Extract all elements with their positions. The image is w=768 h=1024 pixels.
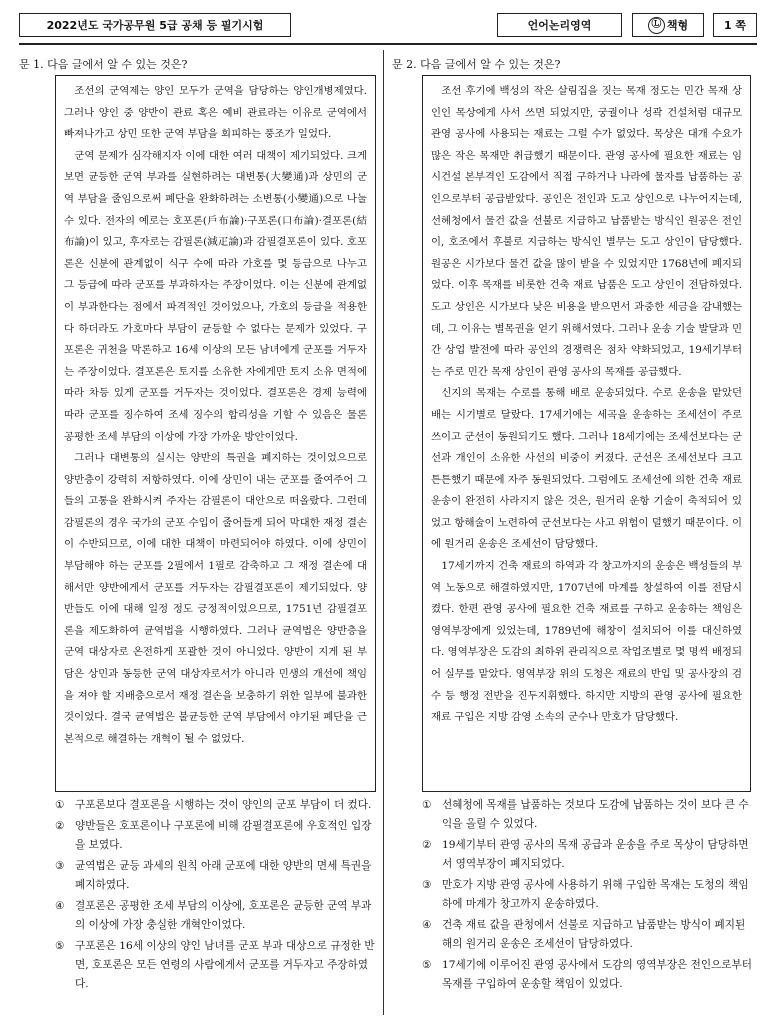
choice-4[interactable] [55,897,378,935]
choice-text: 균역법은 균등 과세의 원칙 아래 군포에 대한 양반의 면세 특권을 폐지하였다. [75,860,372,891]
choice-number: ① [55,799,65,811]
question-1-choices [55,796,378,996]
choice-number: ③ [422,879,432,891]
choice-text: 구포론보다 결포론을 시행하는 것이 양인의 군포 부담이 더 컸다. [75,799,372,811]
passage-paragraph: 조선 후기에 백성의 작은 살림집을 짓는 목재 정도는 민간 목재 상인인 목상에게 사서 쓰면 되었지만, 궁궐이나 성곽 건설처럼 대규모 관영 공사에 사용되는 재료는 그럴 수가 없었다. 목상은 대개 수요가 많은 작은 목재만 취급했기 때문이다. 관영 공사에 필요한 재료는 임시건설 본부격인 도감에서 직접 구하거나 나라에 물자를 납품하는 공인으로부터 공급받았다. 공인은 전인과 도고 상인으로 나누어지는데, 선혜청에서 물건 값을 선불로 지급하고 납품받는 방식인 원공은 전인이, 호조에서 후불로 지급하는 방식인 별무는 도고 상인이 담당했다. 원공은 시가보다 물건 값을 많이 받을 수 있었지만 1768년에 폐지되었다. 이후 목재를 비롯한 건축 재료 납품은 도고 상인이 전담하였다. 도고 상인은 시가보다 낮은 비용을 받으면서 과중한 세금을 감내했는데, 그 이유는 별목권을 얻기 위해서였다. 그러나 운송 기술 발달과 민간 상업 발전에 따라 공인의 경쟁력은 점차 약화되었고, 19세기부터는 주로 민간 목재 상인이 관영 공사의 목재를 공급했다. [431,85,742,378]
choice-number: ③ [55,860,65,872]
question-2-prompt: 문 2. 다음 글에서 알 수 있는 것은? [392,58,561,71]
passage-paragraph: 그러나 대변통의 실시는 양반의 특권을 폐지하는 것이었으므로 양반층이 강력히 저항하였다. 이에 상민이 내는 군포를 줄여주어 그들의 고통을 완화시켜 주자는 감필론이 대안으로 떠올랐다. 그런데 감필론의 경우 국가의 군포 수입이 줄어들게 되어 막대한 재정 결손이 수반되므로, 이에 대한 대책이 마련되어야 하였다. 이에 상민이 부담해야 하는 군포를 2필에서 1필로 감축하고 그 재정 결손에 대해서만 양반에게서 군포를 거두자는 감필결포론이 제기되었다. 양반들도 이에 대해 일정 정도 긍정적이었으므로, 1751년 감필결포론을 제도화하여 균역법을 시행하였다. 그러나 균역법은 양반층을 군역 대상자로 온전하게 포괄한 것이 아니었다. 양반이 지게 된 부담은 상민과 동등한 군역 대상자로서가 아니라 민생의 개선에 책임을 져야 할 지배층으로서 재정 결손을 보충하기 위한 일부에 불과한 것이었다. 결국 균역법은 불균등한 군역 부담에서 야기된 폐단을 근본적으로 해결하는 개혁이 될 수 없었다. [64,452,367,745]
choice-text: 결포론은 공평한 조세 부담의 이상에, 호포론은 균등한 군역 부과의 이상에 가장 충실한 개혁안이었다. [75,900,372,931]
page-number: 1 쪽 [713,13,757,37]
choice-1[interactable] [422,796,756,834]
choice-number: ⑤ [55,940,65,952]
choice-text: 건축 재료 값을 관청에서 선불로 지급하고 납품받는 방식이 폐지된 해의 원거리 운송은 조세선이 담당하였다. [442,919,746,950]
choice-5[interactable] [422,956,756,994]
type-mark: Ⓛ [648,17,665,34]
passage-paragraph: 신지의 목재는 수로를 통해 배로 운송되었다. 수로 운송을 맡았던 배는 시기별로 달랐다. 17세기에는 세곡을 운송하는 조세선이 주로 쓰이고 군선이 동원되기도 했다. 그러나 18세기에는 조세선보다는 군선과 개인이 소유한 사선의 비중이 커졌다. 군선은 조세선보다 크고 튼튼했기 때문에 자주 동원되었다. 그럼에도 조세선에 의한 건축 재료 운송이 완전히 사라지지 않은 것은, 원거리 운항 기술이 축적되어 있었고 항해술이 노련하여 군선보다는 사고 위험이 덜했기 때문이다. 이에 원거리 운송은 조세선이 담당했다. [431,387,742,551]
choice-text: 양반들은 호포론이나 구포론에 비해 감필결포론에 우호적인 입장을 보였다. [75,820,372,851]
choice-5[interactable] [55,937,378,994]
choice-number: ⑤ [422,959,432,971]
question-1-passage [55,75,376,792]
choice-1[interactable] [55,796,378,815]
section-name: 언어논리영역 [497,13,622,37]
choice-number: ① [422,799,432,811]
choice-number: ④ [55,900,65,912]
question-2-passage [422,75,751,792]
choice-number: ② [422,839,432,851]
choice-text: 만호가 지방 관영 공사에 사용하기 위해 구입한 목재는 도청의 책임하에 마계가 창고까지 운송하였다. [442,879,749,910]
booklet-type-label: 책형 [666,19,689,32]
question-1-prompt: 문 1. 다음 글에서 알 수 있는 것은? [19,58,188,71]
choice-text: 17세기에 이루어진 관영 공사에서 도감의 영역부장은 전인으로부터 목재를 구입하여 운송할 책임이 있었다. [442,959,752,990]
choice-4[interactable] [422,916,756,954]
passage-paragraph: 17세기까지 건축 재료의 하역과 각 창고까지의 운송은 백성들의 부역 노동으로 해결하였지만, 1707년에 마계를 창설하여 이를 전담시켰다. 한편 관영 공사에 필요한 건축 재료를 구하고 운송하는 책임은 영역부장에게 있었는데, 1789년에 해창이 설치되어 이를 대신하였다. 영역부장은 도감의 최하위 관리직으로 작업조별로 몇 명씩 배정되어 실무를 맡았다. 영역부장 위의 도청은 재료의 반입 및 공사장의 검수 등 행정 전반을 진두지휘했다. 하지만 지방의 관영 공사에 필요한 재료 구입은 지방 감영 소속의 군수나 만호가 담당했다. [431,560,743,724]
choice-number: ④ [422,919,432,931]
exam-title: 2022년도 국가공무원 5급 공채 등 필기시험 [19,13,291,37]
header-rule [19,43,757,45]
choice-2[interactable] [55,817,378,855]
choice-2[interactable] [422,836,756,874]
passage-paragraph: 군역 문제가 심각해지자 이에 대한 여러 대책이 제기되었다. 크게 보면 균등한 군역 부과를 실현하려는 대변통(大變通)과 상민의 군역 부담을 줄임으로써 폐단을 완화하려는 소변통(小變通)으로 나눌 수 있다. 전자의 예로는 호포론(戶布論)·구포론(口布論)·결포론(結布論)이 있고, 후자로는 감필론(減疋論)과 감필결포론이 있다. 호포론은 신분에 관계없이 식구 수에 따라 가호를 몇 등급으로 나누고 그 등급에 따라 군포를 부과하자는 주장이었다. 이는 신분에 관계없이 부과한다는 점에서 파격적인 것이었으나, 가호의 등급을 적용한다 하더라도 가호마다 부담이 균등할 수 없다는 문제가 있었다. 구포론은 귀천을 막론하고 16세 이상의 모든 남녀에게 군포를 거두자는 주장이었다. 결포론은 토지를 소유한 자에게만 토지 소유 면적에 따라 차등 있게 군포를 거두자는 것이었다. 결포론은 경제 능력에 따라 군포를 징수하여 조세 징수의 합리성을 기할 수 있음은 물론 공평한 조세 부담의 이상에 가장 가까운 방안이었다. [64,149,367,443]
question-2-choices [422,796,756,996]
column-divider [383,50,384,1015]
choice-text: 19세기부터 관영 공사의 목재 공급과 운송을 주로 목상이 담당하면서 영역부장이 폐지되었다. [442,839,749,870]
choice-number: ② [55,820,65,832]
passage-paragraph: 조선의 군역제는 양인 모두가 군역을 담당하는 양인개병제였다. 그러나 양인 중 양반이 관료 혹은 예비 관료라는 이유로 군역에서 빠져나가고 상민 또한 군역 부담을 회피하는 풍조가 일었다. [64,85,367,141]
booklet-type [632,13,704,37]
choice-text: 선혜청에 목재를 납품하는 것보다 도감에 납품하는 것이 보다 큰 수익을 올릴 수 있었다. [442,799,749,830]
choice-text: 구포론은 16세 이상의 양인 남녀를 군포 부과 대상으로 규정한 반면, 호포론은 모든 연령의 사람에게서 군포를 거두자고 주장하였다. [75,940,375,990]
choice-3[interactable] [422,876,756,914]
choice-3[interactable] [55,857,378,895]
